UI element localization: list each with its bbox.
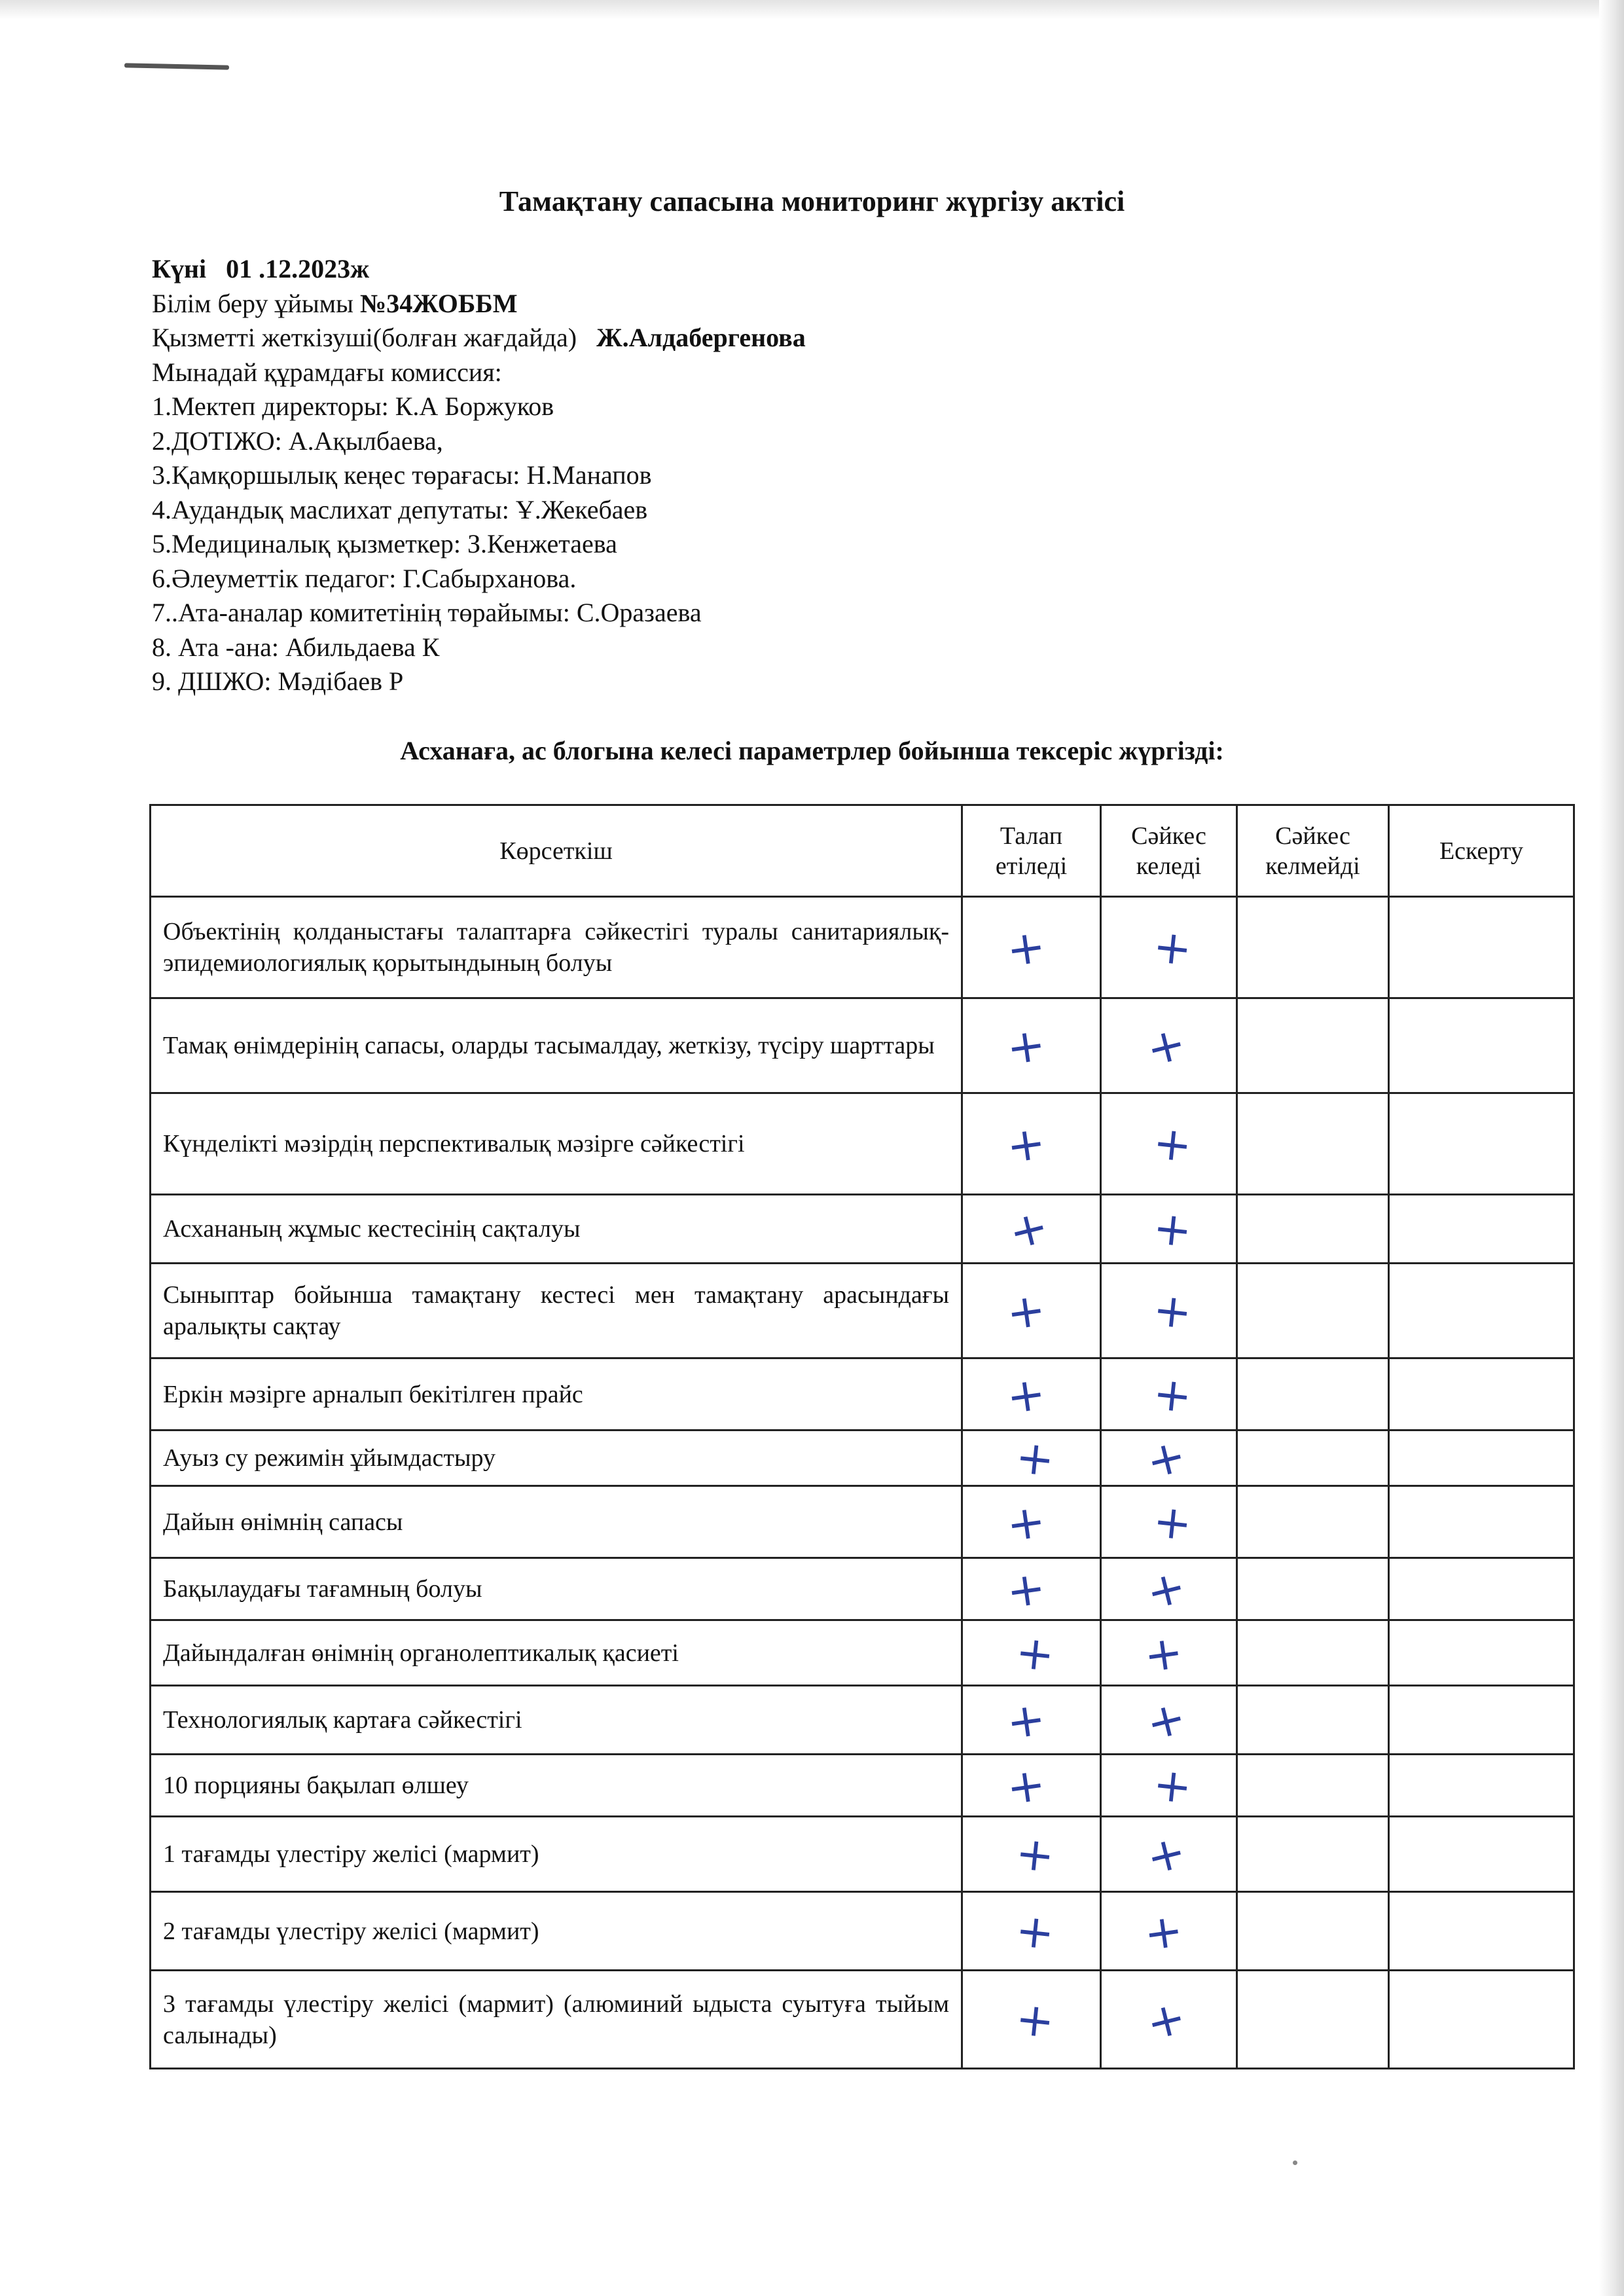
check-mark: + [1141,1428,1191,1489]
compliant-cell [1101,1195,1237,1264]
check-mark: + [1003,1017,1049,1076]
check-mark: + [1151,1493,1195,1551]
noncompliant-cell [1237,1971,1389,2069]
header-indicator: Көрсеткіш [151,805,962,897]
check-mark: + [1003,1560,1049,1619]
table-row [151,897,1574,998]
date-label: Күні [152,254,207,283]
compliant-cell [1101,1755,1237,1817]
compliant-cell [1101,1358,1237,1430]
check-mark: + [1013,1429,1057,1487]
scan-speck [1293,2160,1297,2165]
noncompliant-cell [1237,1817,1389,1892]
note-cell [1389,1686,1574,1755]
compliant-cell [1101,1486,1237,1558]
organization-label: Білім беру ұйымы [152,288,353,318]
organization-line [152,287,1265,321]
check-mark: + [1151,919,1195,977]
header-compliant: Сәйкес келеді [1101,805,1237,897]
note-cell [1389,1195,1574,1264]
noncompliant-cell [1237,1892,1389,1971]
check-mark: + [1141,1824,1191,1886]
scan-edge-top [0,0,1624,20]
table-row [151,1817,1574,1892]
document-title: Тамақтану сапасына мониторинг жүргізу актісі [499,185,1125,217]
compliant-cell [1101,1620,1237,1686]
table-title: Асханаға, ас блогына келесі параметрлер бойынша тексеріс жүргізді: [400,736,1224,765]
check-mark: + [1013,1903,1057,1960]
check-mark: + [1003,1199,1054,1260]
indicator-cell: 3 тағамды үлестіру желісі (мармит) (алюминий ыдыста суытуға тыйым салынады) [151,1971,962,2069]
noncompliant-cell [1237,1686,1389,1755]
table-row [151,1486,1574,1558]
header-block [152,252,1265,699]
note-cell [1389,1430,1574,1486]
header-note: Ескерту [1389,805,1574,897]
commission-member: 8. Ата -ана: Абильдаева К [152,632,440,662]
required-cell [962,1892,1101,1971]
check-mark: + [1003,1691,1049,1750]
note-cell [1389,897,1574,998]
table-row [151,1430,1574,1486]
commission-member: 5.Медициналық қызметкер: З.Кенжетаева [152,529,617,558]
noncompliant-cell [1237,1558,1389,1620]
compliant-cell [1101,897,1237,998]
check-mark: + [1141,1015,1191,1077]
header-required: Талап етіледі [962,805,1101,897]
commission-member: 2.ДОТІЖО: А.Ақылбаева, [152,426,443,456]
noncompliant-cell [1237,897,1389,998]
noncompliant-cell [1237,1430,1389,1486]
compliant-cell [1101,1093,1237,1195]
indicator-cell: Еркін мәзірге арналып бекітілген прайс [151,1358,962,1430]
header-noncompliant: Сәйкес келмейді [1237,805,1389,897]
note-cell [1389,1558,1574,1620]
check-mark: + [1003,919,1049,977]
note-cell [1389,1817,1574,1892]
check-mark: + [1151,1115,1195,1173]
compliant-cell [1101,1971,1237,2069]
note-cell [1389,1971,1574,2069]
check-mark: + [1013,1624,1057,1682]
note-cell [1389,1264,1574,1358]
commission-member: 3.Қамқоршылық кеңес төрағасы: Н.Манапов [152,460,652,490]
compliant-cell [1101,1686,1237,1755]
required-cell [962,1620,1101,1686]
supplier-line [152,321,1265,355]
noncompliant-cell [1237,998,1389,1093]
required-cell [962,1486,1101,1558]
note-cell [1389,1620,1574,1686]
commission-member: 9. ДШЖО: Мәдібаев Р [152,666,404,696]
noncompliant-cell [1237,1755,1389,1817]
check-mark: + [1140,1902,1187,1961]
check-mark: + [1003,1757,1049,1815]
table-row [151,1358,1574,1430]
table-row [151,1755,1574,1817]
note-cell [1389,1486,1574,1558]
check-mark: + [1003,1365,1049,1425]
indicator-cell: Дайындалған өнімнің органолептикалық қасиеті [151,1620,962,1686]
required-cell [962,1558,1101,1620]
table-row [151,1093,1574,1195]
check-mark: + [1003,1115,1049,1174]
indicator-cell: Бақылаудағы тағамның болуы [151,1558,962,1620]
table-row [151,1620,1574,1686]
commission-member: 4.Аудандық маслихат депутаты: Ұ.Жекебаев [152,494,648,524]
compliant-cell [1101,1264,1237,1358]
required-cell [962,1755,1101,1817]
check-mark: + [1141,1690,1191,1751]
note-cell [1389,1358,1574,1430]
noncompliant-cell [1237,1620,1389,1686]
commission-member: 7..Ата-аналар комитетінің төрайымы: С.Оразаева [152,598,702,627]
scan-edge-right [1599,0,1624,2296]
indicator-cell: Күнделікті мәзірдің перспективалық мәзірге сәйкестігі [151,1093,962,1195]
table-row [151,1971,1574,2069]
noncompliant-cell [1237,1486,1389,1558]
indicator-cell: 2 тағамды үлестіру желісі (мармит) [151,1892,962,1971]
required-cell [962,897,1101,998]
staple-mark [124,63,229,69]
table-header-row [151,805,1574,897]
required-cell [962,1686,1101,1755]
indicator-cell: Ауыз су режимін ұйымдастыру [151,1430,962,1486]
compliant-cell [1101,1558,1237,1620]
compliant-cell [1101,1817,1237,1892]
required-cell [962,998,1101,1093]
date-line [152,252,1265,287]
commission-member: 1.Мектеп директоры: К.А Боржуков [152,392,554,421]
indicator-cell: Объектінің қолданыстағы талаптарға сәйкестігі туралы санитариялық-эпидемиологиялық қорытындының болуы [151,897,962,998]
table-row [151,1686,1574,1755]
required-cell [962,1264,1101,1358]
check-mark: + [1151,1366,1195,1423]
check-mark: + [1151,1200,1195,1258]
supplier-label: Қызметті жеткізуші(болған жағдайда) [152,323,577,352]
required-cell [962,1817,1101,1892]
inspection-table [149,804,1575,2069]
commission-intro: Мынадай құрамдағы комиссия: [152,357,502,387]
compliant-cell [1101,1892,1237,1971]
required-cell [962,1358,1101,1430]
check-mark: + [1141,1559,1191,1620]
organization-value: №34ЖОББМ [360,288,518,318]
check-mark: + [1151,1757,1195,1815]
required-cell [962,1430,1101,1486]
table-row [151,998,1574,1093]
check-mark: + [1003,1493,1049,1552]
check-mark: + [1013,1825,1057,1884]
noncompliant-cell [1237,1195,1389,1264]
indicator-cell: Асхананың жұмыс кестесінің сақталуы [151,1195,962,1264]
supplier-value: Ж.Алдабергенова [596,323,806,352]
indicator-cell: Технологиялық картаға сәйкестігі [151,1686,962,1755]
indicator-cell: Тамақ өнімдерінің сапасы, оларды тасымалдау, жеткізу, түсіру шарттары [151,998,962,1093]
check-mark: + [1003,1282,1049,1341]
commission-member: 6.Әлеуметтік педагог: Г.Сабырханова. [152,563,577,593]
indicator-cell: 1 тағамды үлестіру желісі (мармит) [151,1817,962,1892]
compliant-cell [1101,998,1237,1093]
date-value: 01 .12.2023ж [226,254,370,283]
table-row [151,1892,1574,1971]
indicator-cell: Сыныптар бойынша тамақтану кестесі мен тамақтану арасындағы аралықты сақтау [151,1264,962,1358]
check-mark: + [1013,1991,1057,2049]
note-cell [1389,1892,1574,1971]
check-mark: + [1151,1282,1195,1340]
required-cell [962,1093,1101,1195]
indicator-cell: 10 порцияны бақылап өлшеу [151,1755,962,1817]
noncompliant-cell [1237,1358,1389,1430]
table-row [151,1195,1574,1264]
check-mark: + [1141,1989,1191,2051]
table-row [151,1558,1574,1620]
note-cell [1389,1755,1574,1817]
indicator-cell: Дайын өнімнің сапасы [151,1486,962,1558]
table-row [151,1264,1574,1358]
required-cell [962,1971,1101,2069]
noncompliant-cell [1237,1264,1389,1358]
check-mark: + [1140,1624,1187,1683]
note-cell [1389,1093,1574,1195]
note-cell [1389,998,1574,1093]
noncompliant-cell [1237,1093,1389,1195]
compliant-cell [1101,1428,1237,1489]
required-cell [962,1195,1101,1264]
